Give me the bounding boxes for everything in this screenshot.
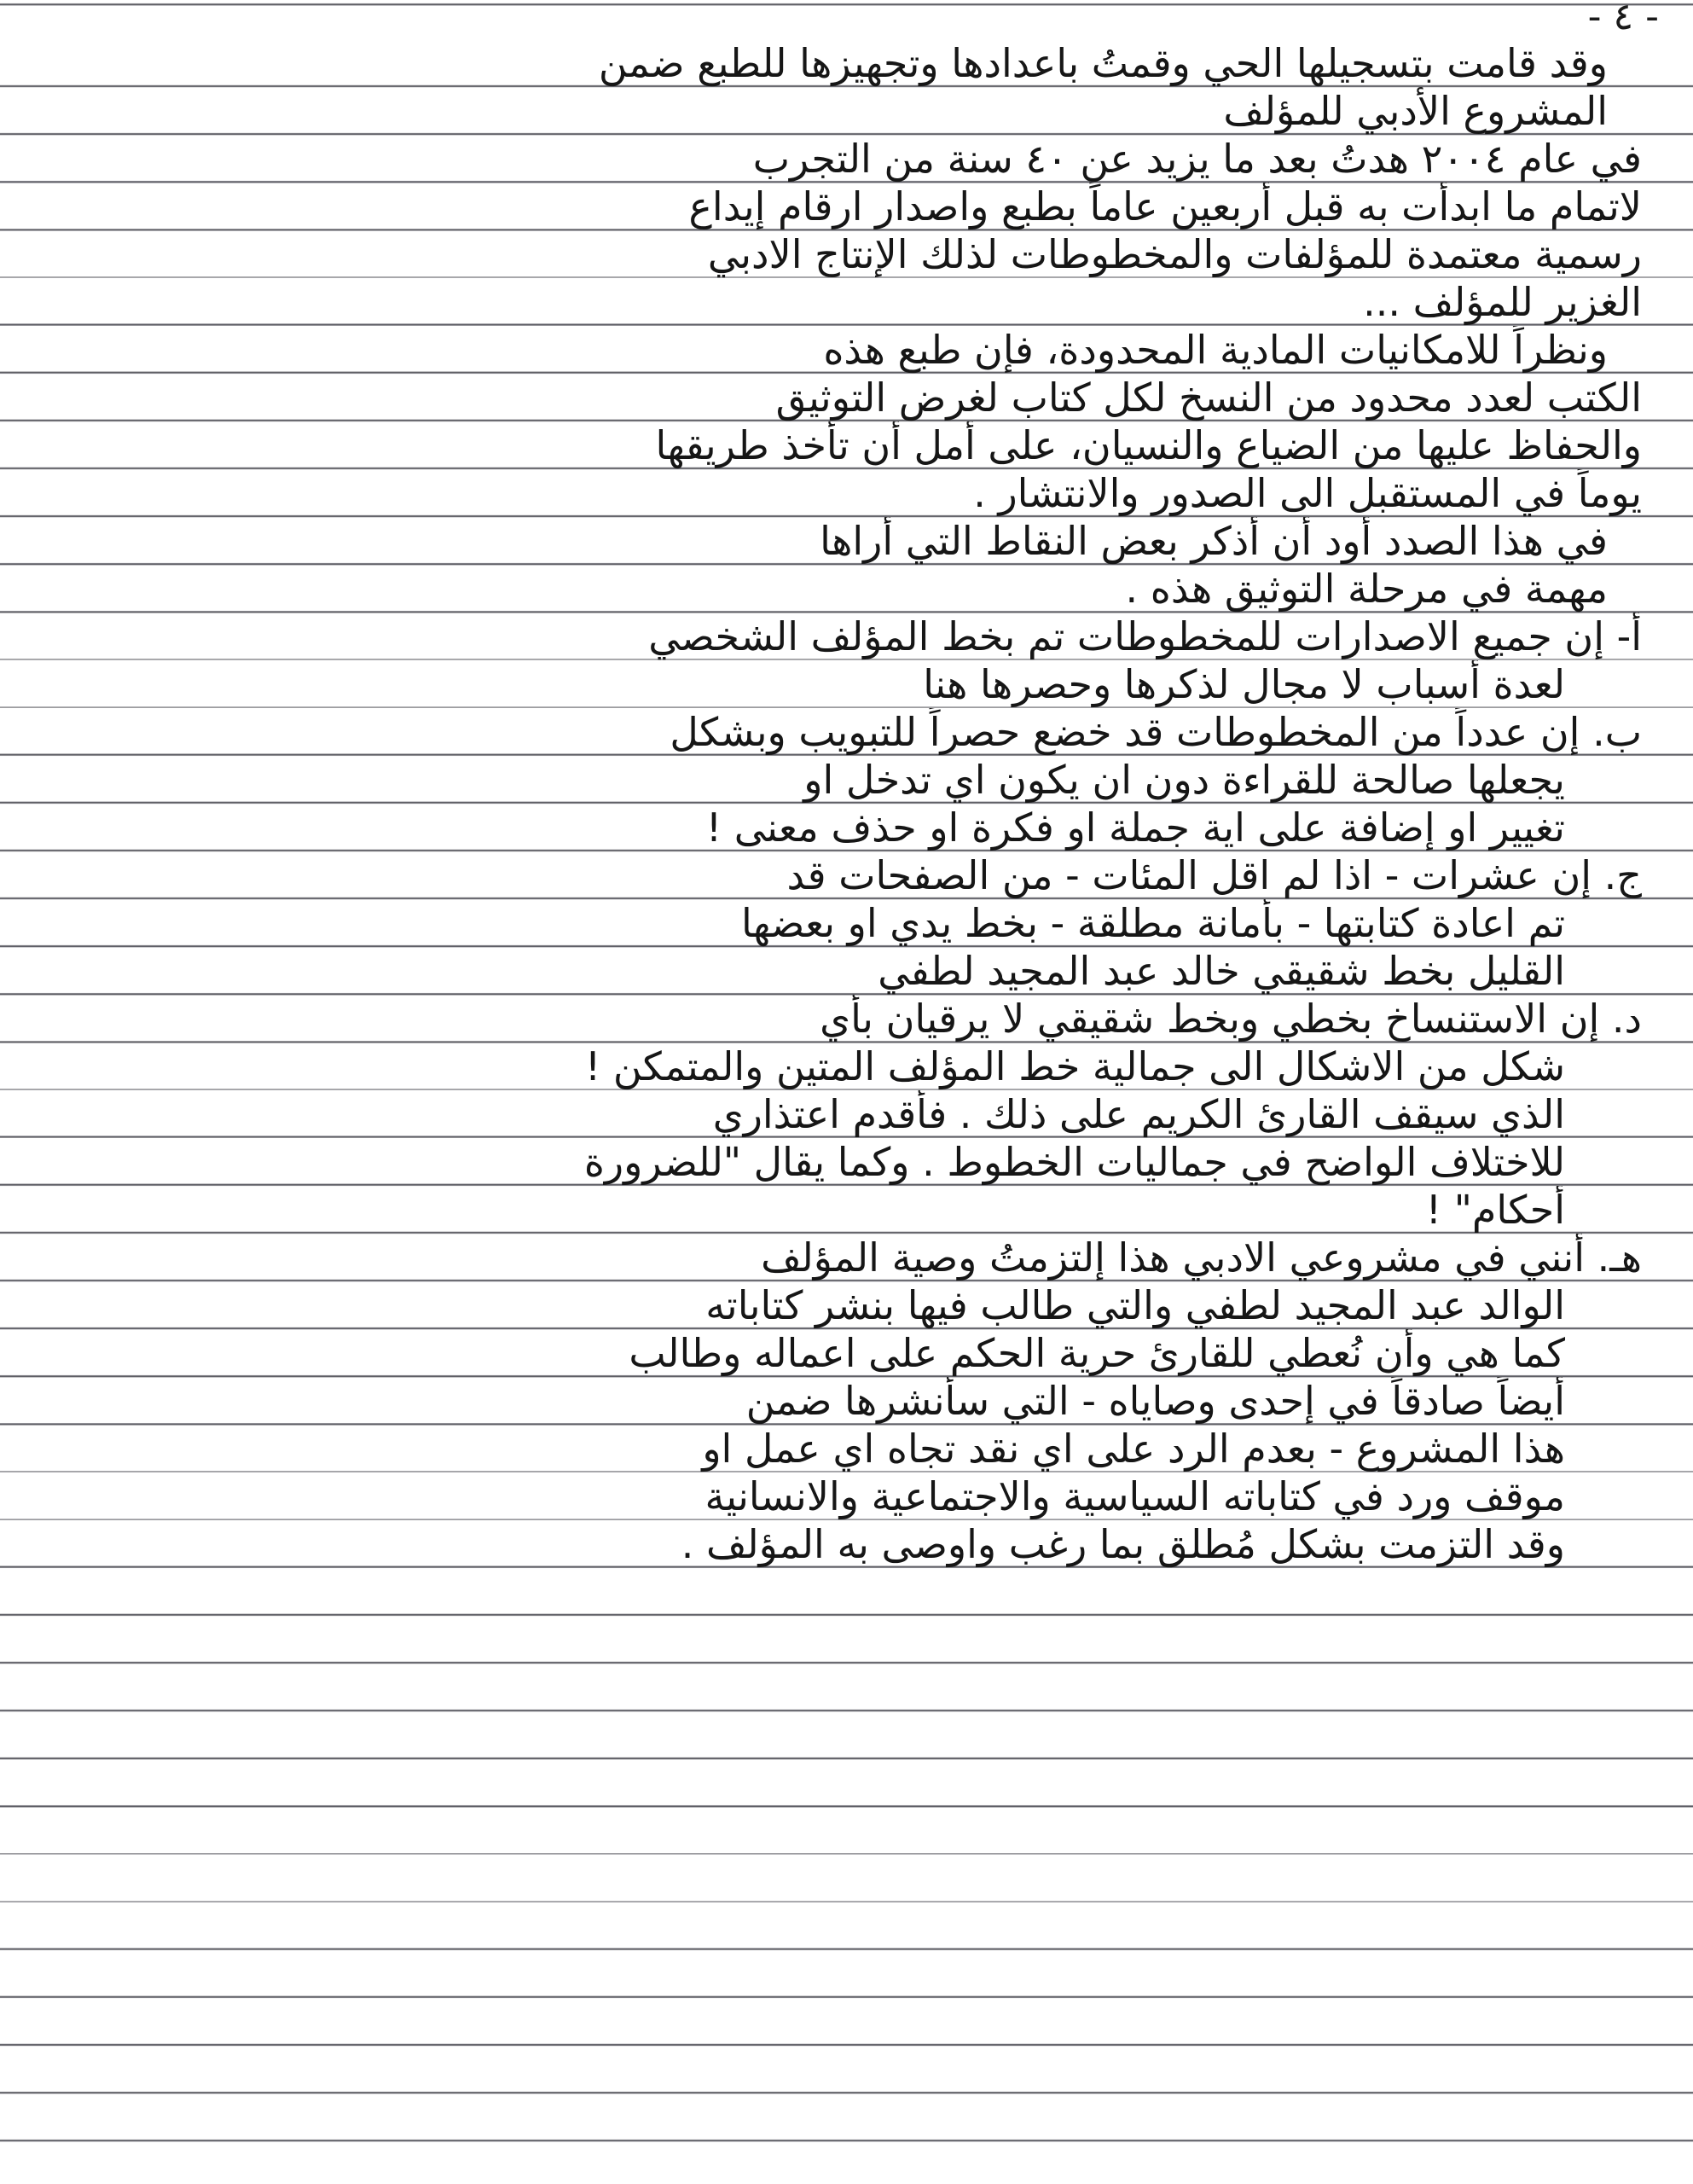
text-line: يوماً في المستقبل الى الصدور والانتشار . xyxy=(973,470,1642,516)
text-line: وقد التزمت بشكل مُطلق بما رغب واوصى به المؤلف . xyxy=(681,1521,1565,1567)
text-line: كما هي وأن نُعطي للقارئ حرية الحكم على اعماله وطالب xyxy=(629,1330,1565,1376)
text-line: يجعلها صالحة للقراءة دون ان يكون اي تدخل او xyxy=(803,757,1565,803)
text-line: ونظراً للامكانيات المادية المحدودة، فإن طبع هذه xyxy=(823,327,1608,373)
text-line: أحكام" ! xyxy=(1425,1187,1565,1233)
text-line: في هذا الصدد أود أن أذكر بعض النقاط التي أراها xyxy=(820,518,1608,564)
text-line: تغيير او إضافة على اية جملة او فكرة او حذف معنى ! xyxy=(705,804,1565,851)
text-line: رسمية معتمدة للمؤلفات والمخطوطات لذلك الإنتاج الادبي xyxy=(707,231,1642,277)
text-line: تم اعادة كتابتها - بأمانة مطلقة - بخط يدي او بعضها xyxy=(740,900,1565,946)
page-number: - ٤ - xyxy=(1587,0,1659,38)
text-line: الذي سيقف القارئ الكريم على ذلك . فأقدم اعتذاري xyxy=(712,1091,1565,1137)
text-line: الغزير للمؤلف ... xyxy=(1363,279,1642,325)
text-line: وقد قامت بتسجيلها الحي وقمتُ باعدادها وتجهيزها للطبع ضمن xyxy=(598,40,1608,86)
list-item-b: ب. إن عدداً من المخطوطات قد خضع حصراً للتبويب وبشكل xyxy=(670,709,1642,755)
text-line: مهمة في مرحلة التوثيق هذه . xyxy=(1125,566,1608,612)
list-item-d: د. إن الاستنساخ بخطي وبخط شقيقي لا يرقيان بأي xyxy=(820,996,1642,1042)
text-line: شكل من الاشكال الى جمالية خط المؤلف المتين والمتمكن ! xyxy=(584,1043,1565,1089)
text-line: المشروع الأدبي للمؤلف xyxy=(1223,88,1608,134)
text-line: والحفاظ عليها من الضياع والنسيان، على أمل أن تأخذ طريقها xyxy=(655,422,1642,468)
list-item-a: أ- إن جميع الاصدارات للمخطوطات تم بخط المؤلف الشخصي xyxy=(648,613,1642,659)
text-line: أيضاً صادقاً في إحدى وصاياه - التي سأنشرها ضمن xyxy=(745,1378,1565,1424)
text-line: هذا المشروع - بعدم الرد على اي نقد تجاه اي عمل او xyxy=(702,1426,1565,1472)
text-line: لعدة أسباب لا مجال لذكرها وحصرها هنا xyxy=(923,661,1565,707)
text-line: الوالد عبد المجيد لطفي والتي طالب فيها بنشر كتاباته xyxy=(705,1282,1565,1328)
text-line: موقف ورد في كتاباته السياسية والاجتماعية والانسانية xyxy=(704,1473,1565,1519)
text-line: الكتب لعدد محدود من النسخ لكل كتاب لغرض التوثيق xyxy=(775,375,1642,421)
handwritten-text-body xyxy=(26,39,1642,1568)
text-line: لاتمام ما ابدأت به قبل أربعين عاماً بطبع واصدار ارقام إيداع xyxy=(688,183,1642,229)
list-item-e: هـ. أنني في مشروعي الادبي هذا إلتزمتُ وصية المؤلف xyxy=(761,1234,1642,1281)
text-line: في عام ٢٠٠٤ هدتُ بعد ما يزيد عن ٤٠ سنة من التجرب xyxy=(752,136,1642,182)
text-line: القليل بخط شقيقي خالد عبد المجيد لطفي xyxy=(878,948,1565,994)
text-line: للاختلاف الواضح في جماليات الخطوط . وكما يقال "للضرورة xyxy=(583,1139,1565,1185)
list-item-c: ج. إن عشرات - اذا لم اقل المئات - من الصفحات قد xyxy=(786,852,1642,898)
